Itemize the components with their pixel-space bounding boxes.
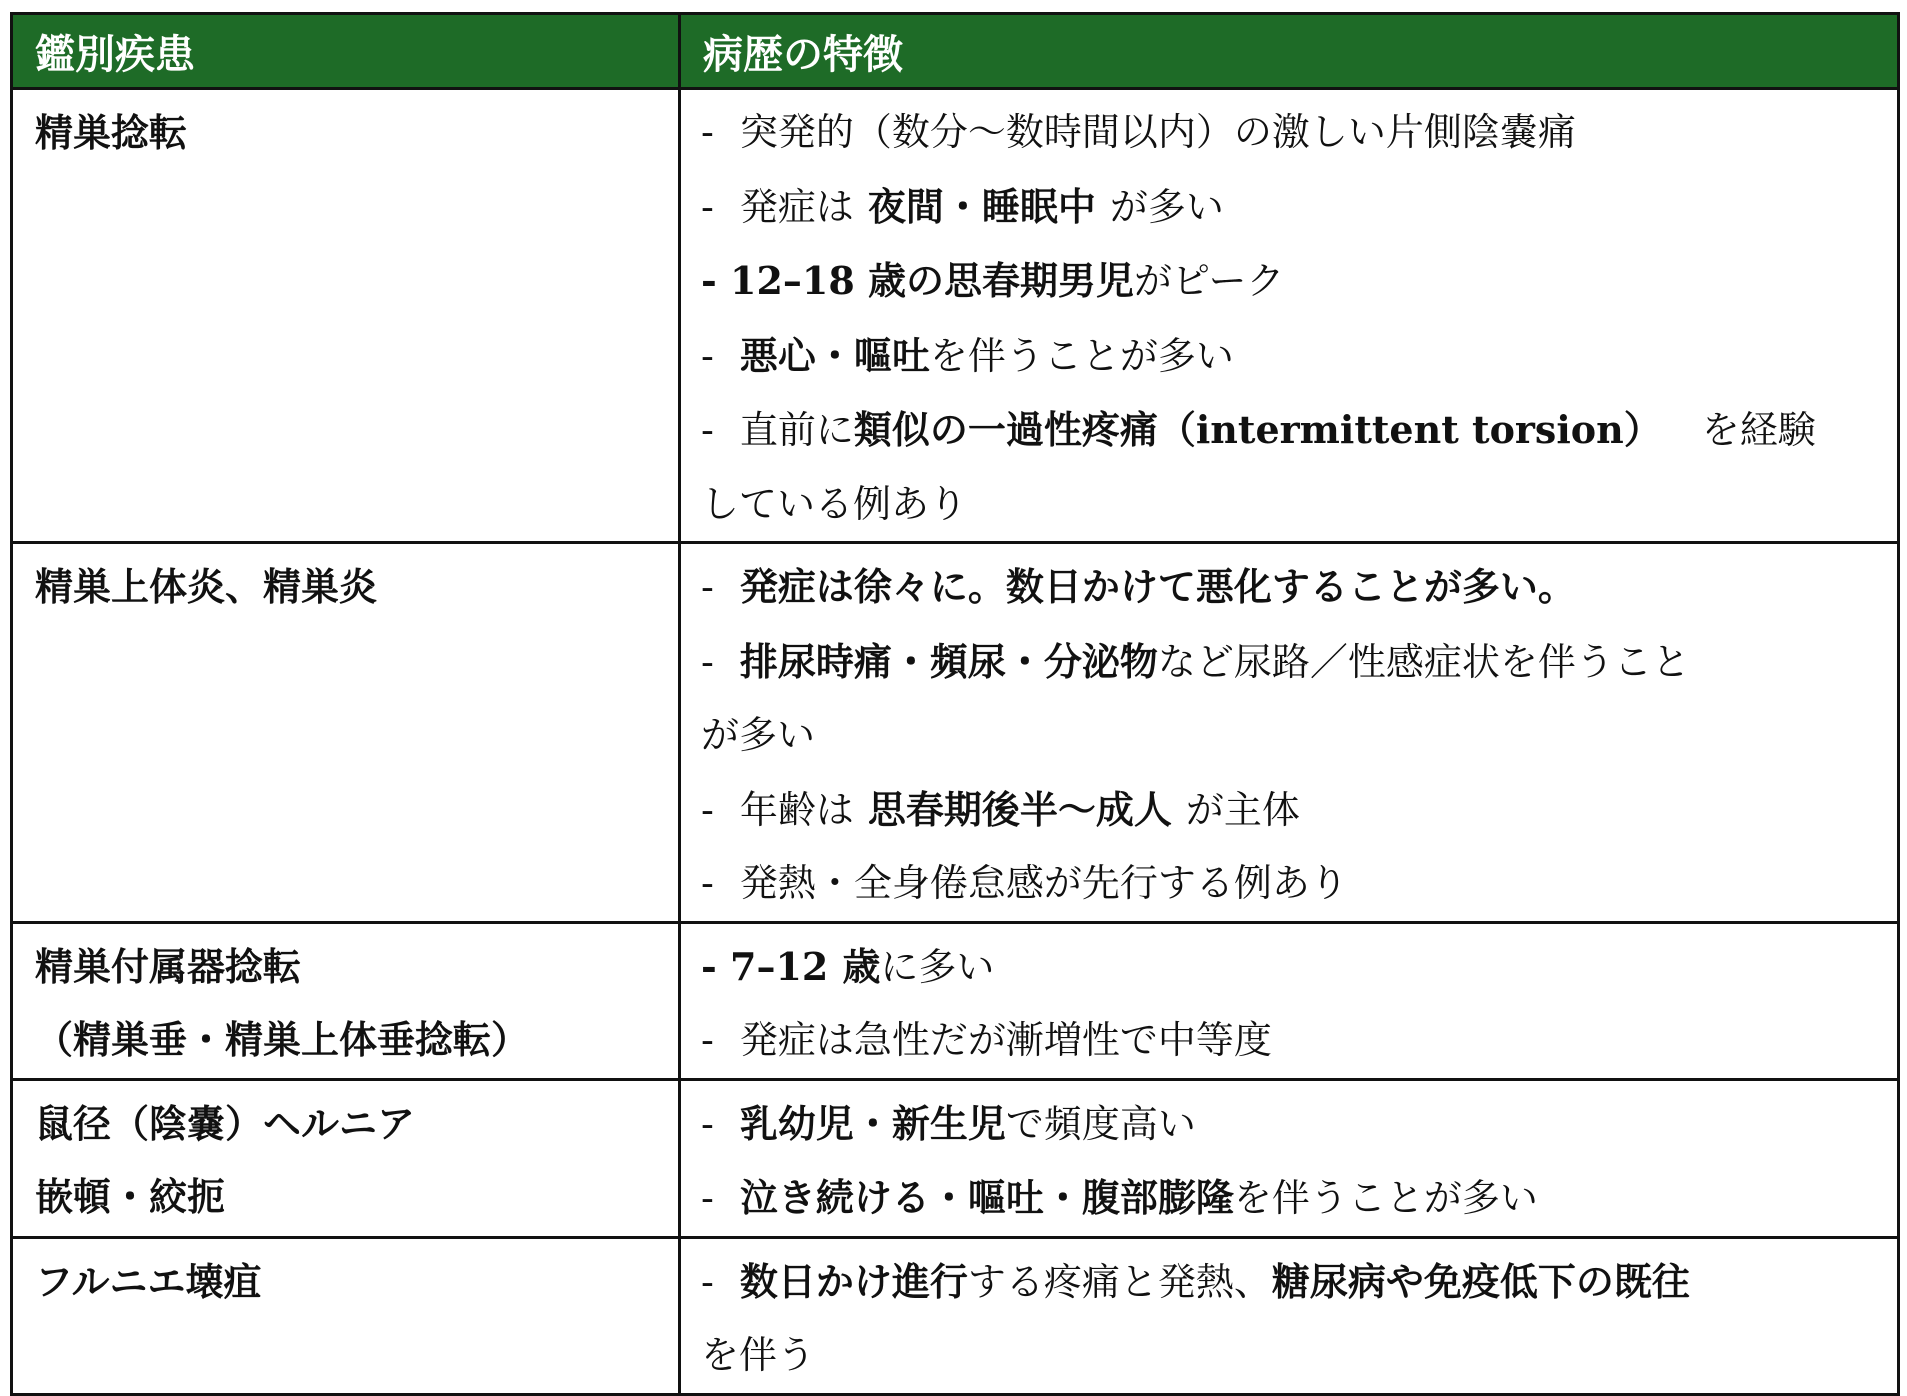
history-text: が多い: [1109, 184, 1224, 229]
history-emphasis: 夜間・睡眠中: [867, 183, 1096, 229]
table-container: [10, 12, 1897, 1396]
history-line: [701, 1004, 1879, 1078]
disease-cell: [12, 1237, 680, 1394]
history-text: 発熱・全身倦怠感が先行する例あり: [739, 861, 1348, 905]
disease-cell: [12, 543, 680, 923]
history-text: など尿路／性感症状を伴うこと: [1157, 639, 1690, 684]
table-row: [12, 543, 1899, 923]
history-cell: [680, 1237, 1899, 1394]
history-line: [701, 1319, 1879, 1393]
history-emphasis: 乳幼児・新生児: [739, 1100, 1006, 1146]
history-line: [701, 625, 1879, 700]
history-text: 突発的（数分〜数時間以内）の激しい片側陰嚢痛: [739, 110, 1576, 154]
disease-cell: [12, 1079, 680, 1237]
bullet: -: [701, 1176, 714, 1220]
history-emphasis: - 7–12: [701, 943, 829, 989]
header-disease: 鑑別疾患: [12, 14, 680, 89]
table-row: [12, 1079, 1899, 1237]
history-text: がピーク: [1134, 259, 1285, 303]
history-emphasis: - 12–18 歳の思春期男児: [701, 258, 1134, 303]
history-line: [701, 847, 1879, 921]
bullet: -: [701, 787, 714, 832]
disease-name: 精巣上体炎、精巣炎: [35, 564, 378, 609]
table-row: [12, 1237, 1899, 1394]
history-line: [701, 244, 1879, 319]
differential-diagnosis-table: [10, 12, 1900, 1396]
table-row: [12, 89, 1899, 543]
bullet: -: [701, 408, 714, 452]
history-line: [701, 319, 1879, 394]
history-emphasis: 排尿時痛・頻尿・分泌物: [739, 638, 1158, 684]
history-text: を伴うことが多い: [929, 333, 1234, 378]
history-text: している例あり: [701, 481, 968, 526]
history-emphasis: 歳: [842, 943, 881, 989]
bullet: -: [701, 639, 714, 684]
history-line: [701, 773, 1879, 848]
disease-name: 精巣捻転: [35, 110, 188, 155]
history-text: 直前に: [739, 408, 854, 452]
history-cell: [680, 543, 1899, 923]
history-text: が多い: [701, 713, 816, 757]
disease-name: 鼠径（陰嚢）ヘルニア: [35, 1100, 416, 1146]
header-history: 病歴の特徴: [680, 14, 1899, 89]
bullet: -: [701, 565, 714, 609]
history-emphasis: 糖尿病や免疫低下の既往: [1271, 1258, 1690, 1304]
history-text: を伴うことが多い: [1233, 1176, 1538, 1220]
history-text: が主体: [1185, 787, 1300, 832]
history-text: で頻度高い: [1005, 1101, 1196, 1146]
disease-cell: [12, 922, 680, 1079]
history-line: [701, 170, 1879, 245]
bullet: -: [701, 1101, 714, 1146]
disease-name: フルニエ壊疽: [35, 1258, 262, 1304]
history-line: [701, 1245, 1879, 1320]
history-text: に多い: [880, 944, 995, 989]
history-emphasis: 思春期後半〜成人: [867, 786, 1172, 832]
bullet: -: [701, 861, 714, 905]
history-cell: [680, 89, 1899, 543]
history-text: 発症は: [739, 184, 854, 229]
history-line: [701, 393, 1879, 468]
history-emphasis: 数日かけ進行: [739, 1258, 968, 1304]
history-emphasis: 発症は徐々に。数日かけて悪化することが多い。: [739, 564, 1576, 609]
history-cell: [680, 922, 1899, 1079]
history-text: 発症は急性だが漸増性で中等度: [739, 1018, 1272, 1062]
history-text: を経験: [1701, 408, 1816, 452]
header-row: [12, 14, 1899, 89]
history-line: [701, 1161, 1879, 1236]
history-line: [701, 1087, 1879, 1162]
history-emphasis: 類似の一過性疼痛（intermittent torsion）: [853, 407, 1662, 452]
disease-name: 嵌頓・絞扼: [35, 1174, 226, 1219]
history-line: [701, 930, 1879, 1005]
bullet: -: [701, 110, 714, 154]
bullet: -: [701, 184, 714, 229]
history-text: を伴う: [701, 1333, 816, 1377]
disease-name: （精巣垂・精巣上体垂捻転）: [35, 1017, 530, 1062]
history-line: [701, 699, 1879, 773]
bullet: -: [701, 1018, 714, 1062]
disease-name: 精巣付属器捻転: [35, 943, 302, 989]
bullet: -: [701, 1259, 714, 1304]
disease-cell: [12, 89, 680, 543]
history-line: [701, 550, 1879, 625]
bullet: -: [701, 333, 714, 378]
history-cell: [680, 1079, 1899, 1237]
history-emphasis: 悪心・嘔吐: [739, 332, 930, 378]
history-text: 年齢は: [739, 787, 854, 832]
history-line: [701, 96, 1879, 170]
history-emphasis: 泣き続ける・嘔吐・腹部膨隆: [739, 1175, 1234, 1220]
table-row: [12, 922, 1899, 1079]
history-text: する疼痛と発熱、: [967, 1259, 1272, 1304]
history-line: [701, 468, 1879, 542]
